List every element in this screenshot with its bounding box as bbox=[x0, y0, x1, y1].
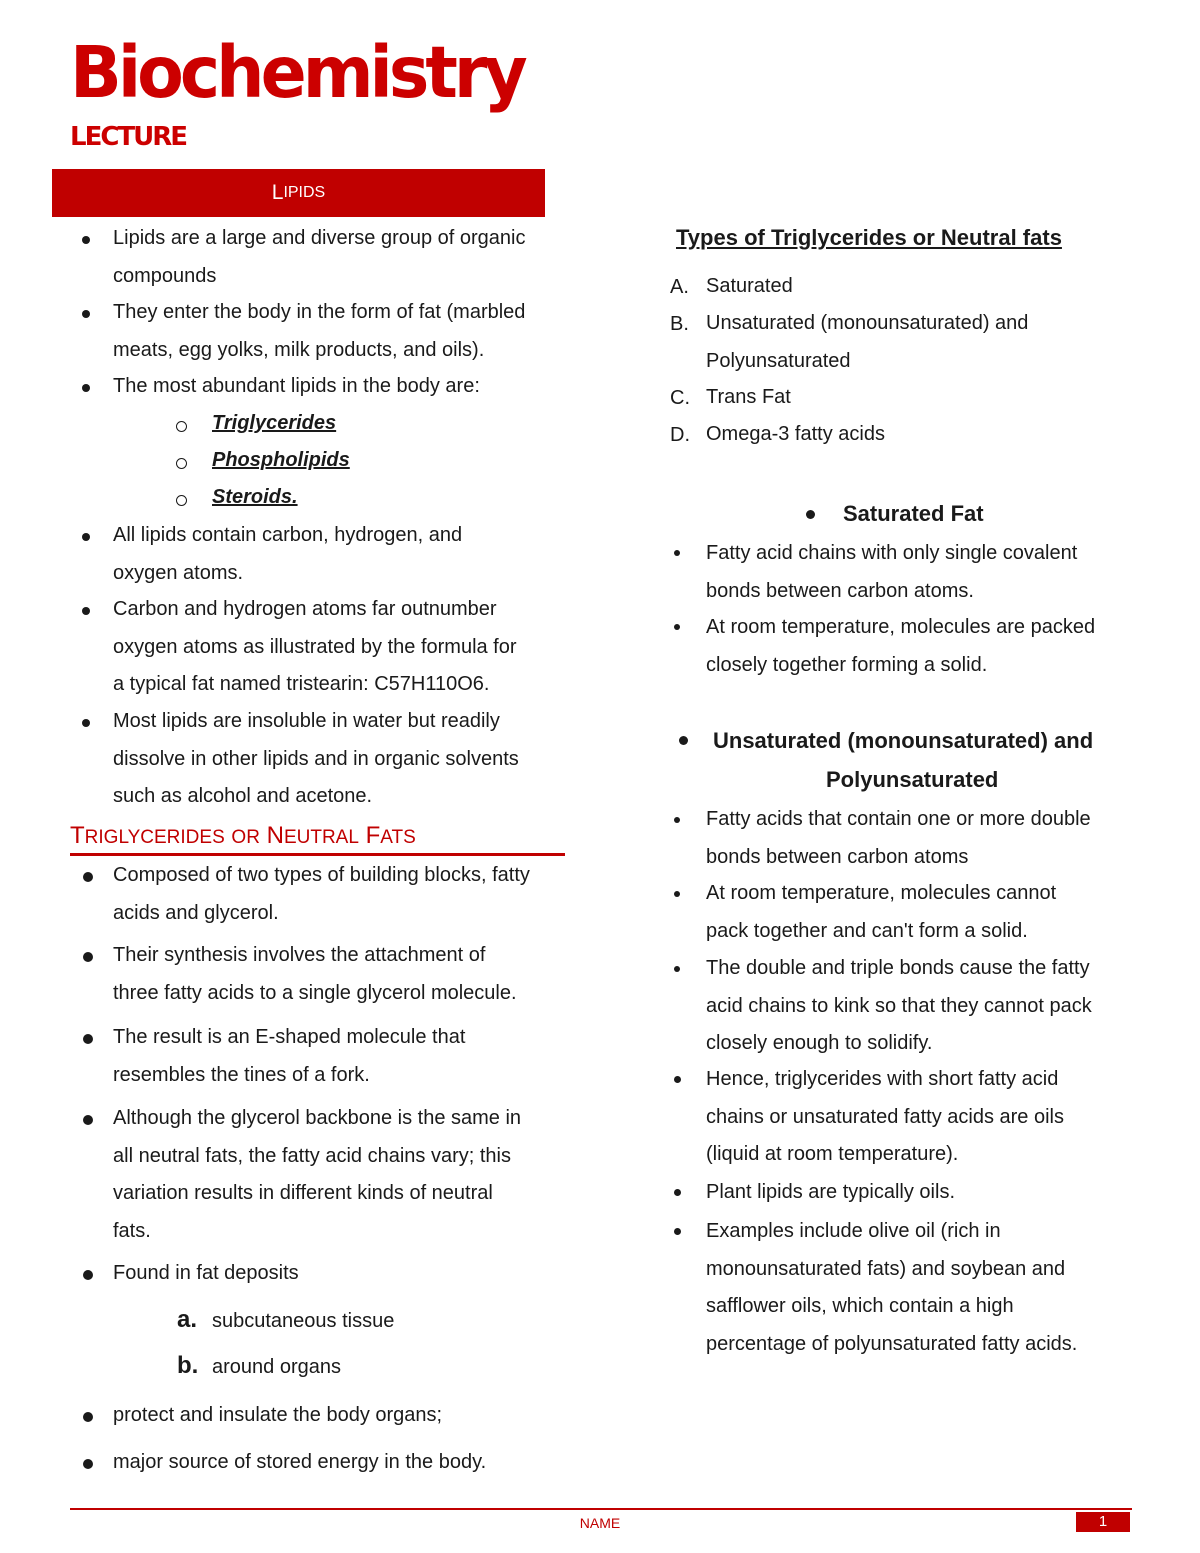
footer-divider bbox=[70, 1508, 1132, 1510]
lipids-banner bbox=[52, 169, 545, 217]
line: Polyunsaturated bbox=[706, 349, 851, 372]
list-item bbox=[113, 294, 573, 369]
line: percentage of polyunsaturated fatty acids. bbox=[706, 1332, 1078, 1355]
list-item bbox=[706, 1174, 1146, 1212]
line: Found in fat deposits bbox=[113, 1262, 299, 1284]
list-item bbox=[113, 1100, 573, 1250]
list-item bbox=[706, 950, 1146, 1063]
heading-initial: F bbox=[365, 822, 381, 849]
heading-word: OR bbox=[231, 827, 260, 848]
banner-rest: IPIDS bbox=[283, 184, 326, 201]
bullet-icon bbox=[679, 736, 688, 745]
type-marker: C. bbox=[670, 387, 690, 409]
line: acids and glycerol. bbox=[113, 901, 279, 924]
list-item bbox=[706, 609, 1146, 684]
line: Most lipids are insoluble in water but readily bbox=[113, 710, 500, 732]
bullet-icon bbox=[674, 817, 680, 823]
type-item bbox=[706, 416, 885, 454]
line: Carbon and hydrogen atoms far outnumber bbox=[113, 598, 497, 620]
list-item bbox=[706, 1213, 1146, 1363]
line: At room temperature, molecules are packed bbox=[706, 616, 1096, 638]
heading-rest: EUTRAL bbox=[283, 827, 359, 848]
unsaturated-heading-line1: Unsaturated (monounsaturated) and bbox=[713, 728, 1094, 753]
line: closely enough to solidify. bbox=[706, 1032, 933, 1054]
sublist-item: around organs bbox=[212, 1356, 341, 1378]
heading-rest: ATS bbox=[380, 827, 416, 848]
line: compounds bbox=[113, 264, 217, 287]
line: The double and triple bonds cause the fatty bbox=[706, 957, 1090, 979]
sublist-item: subcutaneous tissue bbox=[212, 1310, 395, 1332]
line: Lipids are a large and diverse group of organic bbox=[113, 227, 526, 249]
list-item bbox=[113, 857, 573, 932]
list-item bbox=[113, 517, 573, 592]
bullet-icon bbox=[83, 1412, 93, 1422]
bullet-icon bbox=[83, 1459, 93, 1469]
saturated-fat-heading: Saturated Fat bbox=[843, 501, 984, 526]
line: Fatty acids that contain one or more double bbox=[706, 808, 1091, 830]
document-title: Biochemistry bbox=[70, 32, 524, 115]
line: all neutral fats, the fatty acid chains vary; this bbox=[113, 1144, 511, 1167]
section-heading-triglycerides bbox=[70, 822, 416, 850]
type-marker: D. bbox=[670, 424, 690, 446]
page-number: 1 bbox=[1076, 1512, 1130, 1532]
bullet-icon bbox=[674, 1228, 681, 1235]
line: bonds between carbon atoms. bbox=[706, 579, 974, 602]
line: fats. bbox=[113, 1219, 151, 1242]
sublist-marker: b. bbox=[177, 1352, 199, 1379]
lipid-type-triglycerides: Triglycerides bbox=[212, 412, 337, 434]
line: (liquid at room temperature). bbox=[706, 1143, 959, 1165]
types-heading: Types of Triglycerides or Neutral fats bbox=[676, 225, 1062, 250]
line: Fatty acid chains with only single covalent bbox=[706, 542, 1078, 564]
line: monounsaturated fats) and soybean and bbox=[706, 1257, 1066, 1280]
line: Hence, triglycerides with short fatty acid bbox=[706, 1068, 1059, 1090]
list-item bbox=[113, 937, 573, 1012]
bullet-icon bbox=[83, 1034, 93, 1044]
list-item bbox=[706, 535, 1146, 610]
line: Their synthesis involves the attachment of bbox=[113, 944, 486, 966]
bullet-icon bbox=[674, 624, 680, 630]
line: The most abundant lipids in the body are: bbox=[113, 375, 480, 397]
document-subtitle: LECTURE bbox=[70, 122, 187, 152]
list-item: protect and insulate the body organs; bbox=[113, 1404, 443, 1426]
line: resembles the tines of a fork. bbox=[113, 1063, 370, 1086]
section-divider bbox=[70, 853, 565, 856]
list-item bbox=[113, 1255, 573, 1293]
bullet-icon bbox=[83, 872, 93, 882]
list-item bbox=[706, 875, 1146, 950]
bullet-icon bbox=[674, 550, 680, 556]
heading-initial: T bbox=[70, 822, 85, 849]
bullet-icon bbox=[82, 310, 90, 318]
bullet-icon bbox=[674, 891, 680, 897]
line: Composed of two types of building blocks, fatty bbox=[113, 864, 530, 886]
line: All lipids contain carbon, hydrogen, and bbox=[113, 524, 463, 546]
line: three fatty acids to a single glycerol molecule. bbox=[113, 981, 517, 1004]
list-item bbox=[113, 591, 573, 704]
line: Examples include olive oil (rich in bbox=[706, 1220, 1001, 1242]
bullet-icon bbox=[674, 1076, 681, 1083]
bullet-icon bbox=[82, 384, 90, 392]
line: acid chains to kink so that they cannot pack bbox=[706, 994, 1092, 1017]
circle-bullet-icon bbox=[176, 495, 187, 506]
footer-name: NAME bbox=[579, 1515, 621, 1531]
line: Although the glycerol backbone is the same in bbox=[113, 1107, 522, 1129]
line: Saturated bbox=[706, 275, 793, 297]
bullet-icon bbox=[83, 1115, 93, 1125]
line: bonds between carbon atoms bbox=[706, 845, 969, 868]
list-item bbox=[706, 801, 1146, 876]
line: They enter the body in the form of fat (marbled bbox=[113, 301, 526, 323]
line: a typical fat named tristearin: C57H110O6. bbox=[113, 673, 490, 695]
circle-bullet-icon bbox=[176, 421, 187, 432]
type-marker: A. bbox=[670, 276, 689, 298]
banner-initial: L bbox=[271, 181, 284, 204]
list-item bbox=[113, 703, 573, 816]
bullet-icon bbox=[82, 236, 90, 244]
lipid-type-steroids: Steroids. bbox=[212, 486, 298, 508]
bullet-icon bbox=[82, 533, 90, 541]
bullet-icon bbox=[82, 719, 90, 727]
list-item bbox=[113, 368, 573, 406]
list-item bbox=[113, 220, 573, 295]
list-item bbox=[706, 1061, 1146, 1174]
heading-rest: RIGLYCERIDES bbox=[84, 827, 225, 848]
bullet-icon bbox=[82, 607, 90, 615]
line: safflower oils, which contain a high bbox=[706, 1295, 1014, 1317]
heading-initial: N bbox=[266, 822, 284, 849]
line: such as alcohol and acetone. bbox=[113, 785, 373, 807]
line: closely together forming a solid. bbox=[706, 653, 988, 676]
bullet-icon bbox=[83, 952, 93, 962]
type-item bbox=[706, 305, 1028, 380]
bullet-icon bbox=[806, 510, 815, 519]
line: Omega-3 fatty acids bbox=[706, 423, 885, 445]
line: chains or unsaturated fatty acids are oils bbox=[706, 1105, 1064, 1128]
line: Trans Fat bbox=[706, 386, 791, 408]
list-item: major source of stored energy in the body. bbox=[113, 1451, 487, 1473]
line: oxygen atoms. bbox=[113, 561, 244, 584]
line: oxygen atoms as illustrated by the formula for bbox=[113, 635, 517, 658]
line: dissolve in other lipids and in organic solvents bbox=[113, 747, 519, 770]
type-item bbox=[706, 379, 791, 417]
line: The result is an E-shaped molecule that bbox=[113, 1026, 466, 1048]
sublist-marker: a. bbox=[177, 1306, 198, 1333]
line: At room temperature, molecules cannot bbox=[706, 882, 1057, 904]
lipid-type-phospholipids: Phospholipids bbox=[212, 449, 350, 471]
line: Plant lipids are typically oils. bbox=[706, 1181, 955, 1203]
line: pack together and can't form a solid. bbox=[706, 919, 1028, 942]
line: Unsaturated (monounsaturated) and bbox=[706, 312, 1029, 334]
line: meats, egg yolks, milk products, and oils). bbox=[113, 338, 485, 361]
type-item bbox=[706, 268, 793, 306]
bullet-icon bbox=[674, 1189, 681, 1196]
bullet-icon bbox=[83, 1270, 93, 1280]
bullet-icon bbox=[674, 966, 680, 972]
list-item bbox=[113, 1019, 573, 1094]
type-marker: B. bbox=[670, 313, 689, 335]
line: variation results in different kinds of neutral bbox=[113, 1182, 493, 1204]
unsaturated-heading-line2: Polyunsaturated bbox=[826, 767, 999, 792]
circle-bullet-icon bbox=[176, 458, 187, 469]
